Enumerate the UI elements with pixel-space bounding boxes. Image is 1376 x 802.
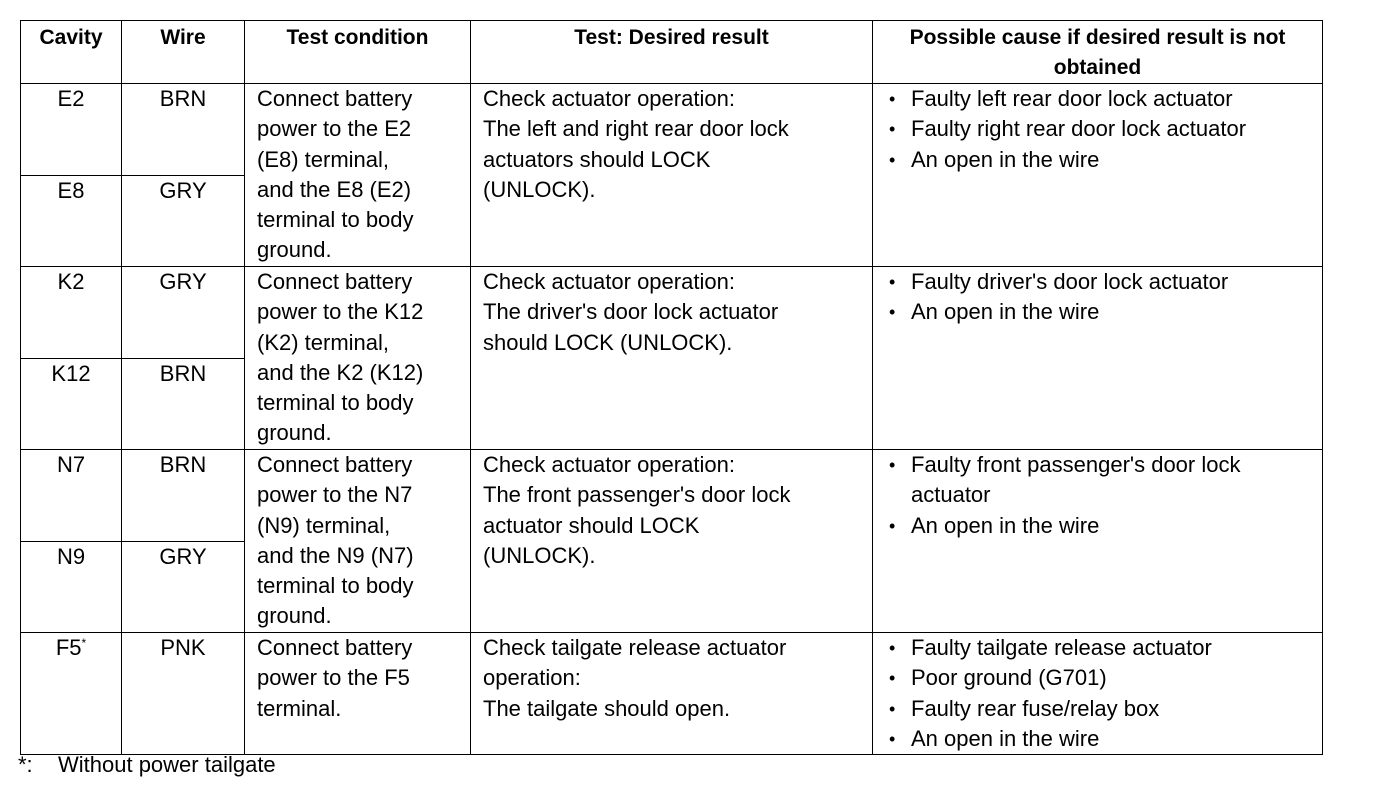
condition-line: ground. — [257, 420, 332, 446]
row-group-f5 — [21, 633, 1323, 755]
condition-line: and the E8 (E2) — [257, 176, 412, 202]
condition-line: terminal. — [257, 695, 342, 721]
desired-result-cell — [471, 267, 873, 450]
cause-item: • Faulty rear fuse/relay box — [887, 694, 1316, 724]
cause-item: • An open in the wire — [887, 511, 1316, 541]
desired-result-cell — [471, 450, 873, 633]
condition-line: ground. — [257, 237, 332, 263]
header-test-condition: Test condition — [245, 21, 471, 84]
cavity-cell: E8 — [21, 175, 122, 267]
header-row — [21, 21, 1323, 84]
condition-line: (E8) terminal, — [257, 146, 390, 172]
cause-list — [887, 450, 1316, 541]
test-condition-cell — [245, 267, 471, 450]
condition-line: power to the N7 — [257, 482, 413, 508]
condition-line: power to the F5 — [257, 665, 410, 691]
possible-cause-cell — [873, 450, 1323, 633]
condition-line: Connect battery — [257, 452, 413, 477]
header-desired-result: Test: Desired result — [471, 21, 873, 84]
result-line: actuators should LOCK — [483, 146, 711, 172]
cause-item: • An open in the wire — [887, 297, 1316, 327]
cavity-cell: K2 — [21, 267, 122, 359]
result-line: should LOCK (UNLOCK). — [483, 329, 733, 355]
table-row — [21, 84, 1323, 176]
wire-cell: GRY — [122, 267, 245, 359]
cause-item: • Faulty left rear door lock actuator — [887, 84, 1316, 114]
wire-cell: BRN — [122, 358, 245, 450]
header-wire: Wire — [122, 21, 245, 84]
condition-line: terminal to body — [257, 390, 414, 416]
cause-list — [887, 267, 1316, 328]
table-row — [21, 267, 1323, 359]
condition-line: Connect battery — [257, 635, 413, 660]
cause-item: • Poor ground (G701) — [887, 663, 1316, 693]
result-line: Check actuator operation: — [483, 269, 735, 294]
result-line: (UNLOCK). — [483, 542, 596, 568]
condition-line: power to the E2 — [257, 116, 412, 142]
wire-cell: PNK — [122, 633, 245, 755]
diagnostic-table — [20, 20, 1323, 755]
condition-line: power to the K12 — [257, 299, 424, 325]
cause-item: • Faulty right rear door lock actuator — [887, 114, 1316, 144]
result-line: operation: — [483, 665, 581, 691]
table-row — [21, 450, 1323, 542]
result-line: actuator should LOCK — [483, 512, 700, 538]
test-condition-cell — [245, 84, 471, 267]
cavity-cell — [21, 633, 122, 755]
test-condition-cell — [245, 633, 471, 755]
footnote — [18, 750, 276, 780]
cause-item: • Faulty tailgate release actuator — [887, 633, 1316, 663]
cause-item: • Faulty driver's door lock actuator — [887, 267, 1316, 297]
result-line: (UNLOCK). — [483, 176, 596, 202]
condition-line: ground. — [257, 603, 332, 629]
header-possible-cause: Possible cause if desired result is not obtained — [873, 21, 1323, 84]
condition-line: terminal to body — [257, 573, 414, 599]
footnote-text: Without power tailgate — [58, 752, 276, 777]
possible-cause-cell — [873, 633, 1323, 755]
condition-line: and the N9 (N7) — [257, 542, 414, 568]
cavity-cell: K12 — [21, 358, 122, 450]
cause-item: • An open in the wire — [887, 145, 1316, 175]
result-line: Check actuator operation: — [483, 86, 735, 111]
row-group-k2-k12 — [21, 267, 1323, 450]
cavity-cell: E2 — [21, 84, 122, 176]
diagnostic-table-container — [20, 20, 1322, 755]
condition-line: terminal to body — [257, 207, 414, 233]
row-group-e2-e8 — [21, 84, 1323, 267]
cause-item: • Faulty front passenger's door lock actuator — [887, 450, 1316, 511]
result-line: The front passenger's door lock — [483, 482, 791, 508]
condition-line: (K2) terminal, — [257, 329, 390, 355]
condition-line: Connect battery — [257, 86, 413, 111]
condition-line: Connect battery — [257, 269, 413, 294]
wire-cell: BRN — [122, 450, 245, 542]
result-line: The driver's door lock actuator — [483, 299, 779, 325]
cavity-cell: N9 — [21, 541, 122, 633]
row-group-n7-n9 — [21, 450, 1323, 633]
table-row — [21, 633, 1323, 755]
result-line: Check actuator operation: — [483, 452, 735, 477]
result-line: Check tailgate release actuator — [483, 635, 787, 660]
condition-line: and the K2 (K12) — [257, 359, 424, 385]
wire-cell: GRY — [122, 175, 245, 267]
cavity-label: F5 — [55, 635, 82, 660]
test-condition-cell — [245, 450, 471, 633]
cause-list — [887, 84, 1316, 175]
cause-list — [887, 633, 1316, 754]
desired-result-cell — [471, 633, 873, 755]
possible-cause-cell — [873, 267, 1323, 450]
wire-cell: GRY — [122, 541, 245, 633]
condition-line: (N9) terminal, — [257, 512, 391, 538]
header-cavity: Cavity — [21, 21, 122, 84]
wire-cell: BRN — [122, 84, 245, 176]
result-line: The left and right rear door lock — [483, 116, 789, 142]
footnote-mark: *: — [18, 752, 33, 777]
cause-item: • An open in the wire — [887, 724, 1316, 754]
cavity-cell: N7 — [21, 450, 122, 542]
possible-cause-cell — [873, 84, 1323, 267]
result-line: The tailgate should open. — [483, 695, 731, 721]
footnote-marker: * — [81, 636, 87, 650]
desired-result-cell — [471, 84, 873, 267]
